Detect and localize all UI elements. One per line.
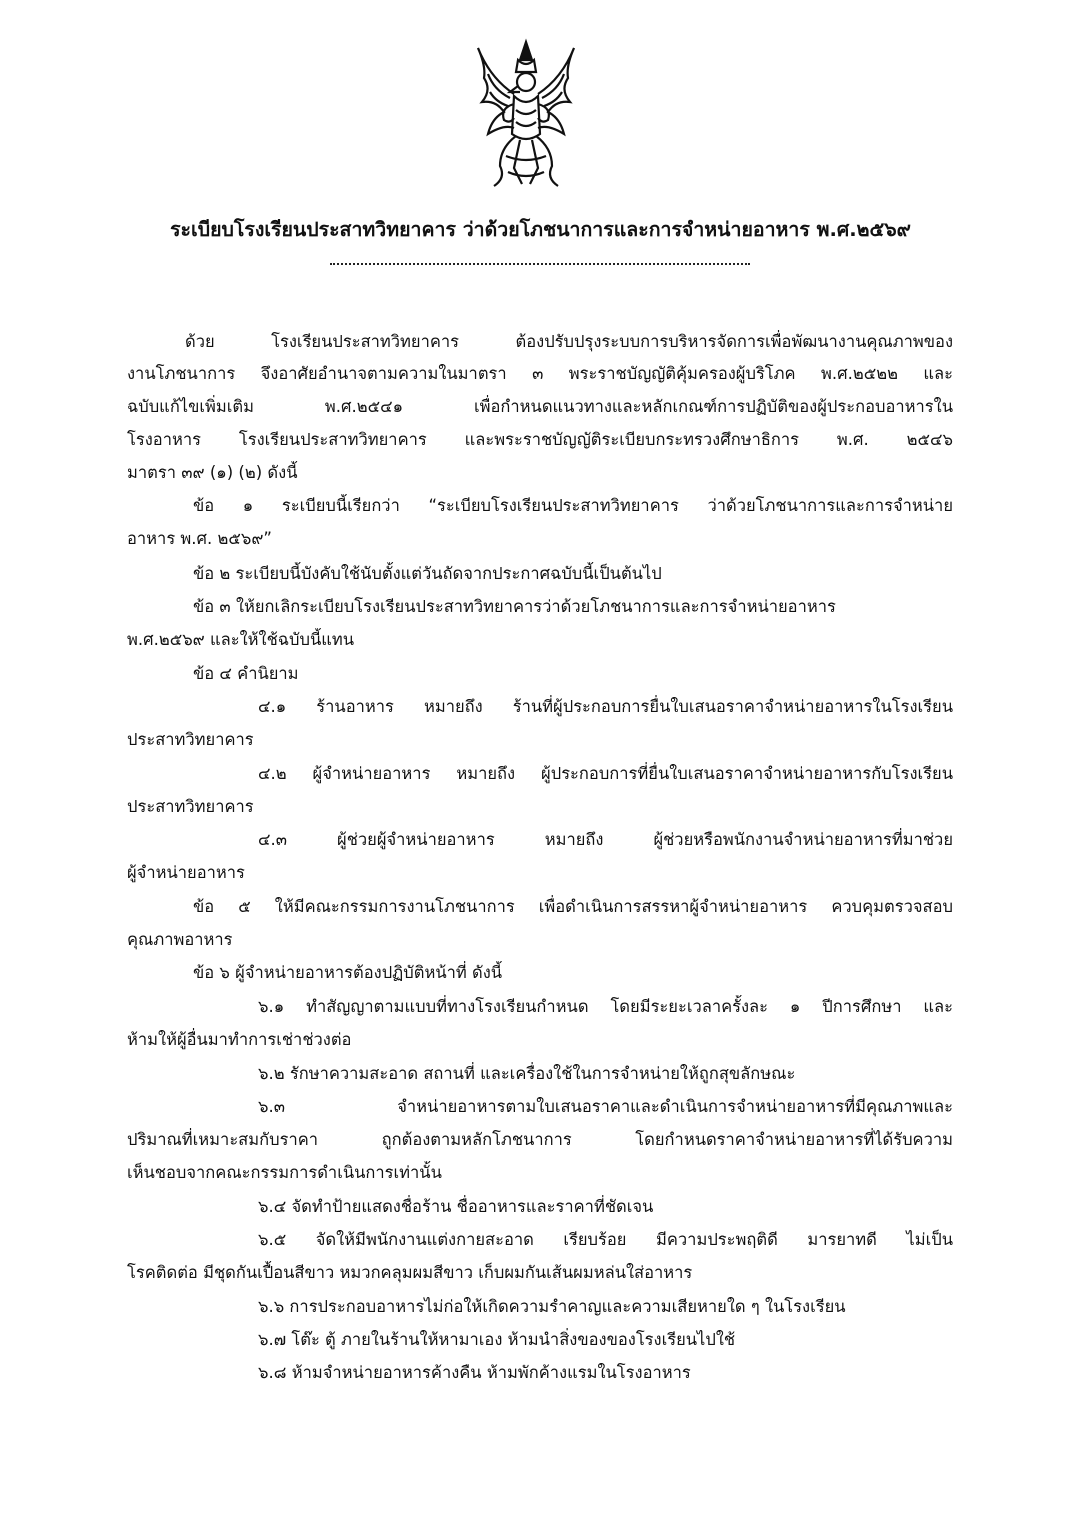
paragraph-line: ด้วย โรงเรียนประสาทวิทยาคาร ต้องปรับปรุงระบบการบริหารจัดการเพื่อพัฒนางานคุณภาพของ <box>185 332 953 351</box>
clause-4-3-line: ผู้จำหน่ายอาหาร <box>127 863 245 882</box>
clause-6-7-line: ๖.๗ โต๊ะ ตู้ ภายในร้านให้หามาเอง ห้ามนำสิ่งของของโรงเรียนไปใช้ <box>258 1330 736 1349</box>
paragraph-line: มาตรา ๓๙ (๑) (๒) ดังนี้ <box>127 463 298 482</box>
clause-6-heading: ข้อ ๖ ผู้จำหน่ายอาหารต้องปฏิบัติหน้าที่ ดังนี้ <box>193 963 503 982</box>
clause-1-line: ข้อ ๑ ระเบียบนี้เรียกว่า “ระเบียบโรงเรียนประสาทวิทยาคาร ว่าด้วยโภชนาการและการจำหน่าย <box>193 496 953 515</box>
clause-6-3-line: ปริมาณที่เหมาะสมกับราคา ถูกต้องตามหลักโภชนาการ โดยกำหนดราคาจำหน่ายอาหารที่ได้รับความ <box>127 1130 953 1149</box>
paragraph-line: งานโภชนาการ จึงอาศัยอำนาจตามความในมาตรา ๓ พระราชบัญญัติคุ้มครองผู้บริโภค พ.ศ.๒๕๒๒ และ <box>127 364 953 383</box>
clause-4-2-line: ประสาทวิทยาคาร <box>127 797 254 816</box>
clause-6-1-line: ๖.๑ ทำสัญญาตามแบบที่ทางโรงเรียนกำหนด โดยมีระยะเวลาครั้งละ ๑ ปีการศึกษา และ <box>258 997 953 1016</box>
clause-4-3-line: ๔.๓ ผู้ช่วยผู้จำหน่ายอาหาร หมายถึง ผู้ช่วยหรือพนักงานจำหน่ายอาหารที่มาช่วย <box>258 830 953 849</box>
clause-6-3-line: ๖.๓ จำหน่ายอาหารตามใบเสนอราคาและดำเนินการจำหน่ายอาหารที่มีคุณภาพและ <box>258 1097 953 1116</box>
clause-2-line: ข้อ ๒ ระเบียบนี้บังคับใช้นับตั้งแต่วันถัดจากประกาศฉบับนี้เป็นต้นไป <box>193 564 662 583</box>
clause-4-1-line: ๔.๑ ร้านอาหาร หมายถึง ร้านที่ผู้ประกอบการยื่นใบเสนอราคาจำหน่ายอาหารในโรงเรียน <box>258 697 953 716</box>
title-separator <box>330 263 750 265</box>
clause-4-2-line: ๔.๒ ผู้จำหน่ายอาหาร หมายถึง ผู้ประกอบการที่ยื่นใบเสนอราคาจำหน่ายอาหารกับโรงเรียน <box>258 764 953 783</box>
clause-6-3-line: เห็นชอบจากคณะกรรมการดำเนินการเท่านั้น <box>127 1163 442 1182</box>
clause-6-1-line: ห้ามให้ผู้อื่นมาทำการเช่าช่วงต่อ <box>127 1030 352 1049</box>
clause-3-line: พ.ศ.๒๕๖๙ และให้ใช้ฉบับนี้แทน <box>127 630 355 649</box>
document-title: ระเบียบโรงเรียนประสาทวิทยาคาร ว่าด้วยโภชนาการและการจำหน่ายอาหาร พ.ศ.๒๕๖๙ <box>170 218 911 241</box>
clause-6-8-line: ๖.๘ ห้ามจำหน่ายอาหารค้างคืน ห้ามพักค้างแรมในโรงอาหาร <box>258 1363 691 1382</box>
paragraph-line: โรงอาหาร โรงเรียนประสาทวิทยาคาร และพระราชบัญญัติระเบียบกระทรวงศึกษาธิการ พ.ศ. ๒๕๔๖ <box>127 430 953 449</box>
clause-1-line: อาหาร พ.ศ. ๒๕๖๙” <box>127 529 272 548</box>
garuda-emblem-icon <box>470 38 582 190</box>
clause-6-2-line: ๖.๒ รักษาความสะอาด สถานที่ และเครื่องใช้ในการจำหน่ายให้ถูกสุขลักษณะ <box>258 1064 796 1083</box>
clause-5-line: ข้อ ๕ ให้มีคณะกรรมการงานโภชนาการ เพื่อดำเนินการสรรหาผู้จำหน่ายอาหาร ควบคุมตรวจสอบ <box>193 897 953 916</box>
clause-3-line: ข้อ ๓ ให้ยกเลิกระเบียบโรงเรียนประสาทวิทยาคารว่าด้วยโภชนาการและการจำหน่ายอาหาร <box>193 597 836 616</box>
clause-4-heading: ข้อ ๔ คำนิยาม <box>193 664 299 683</box>
clause-6-5-line: ๖.๕ จัดให้มีพนักงานแต่งกายสะอาด เรียบร้อย มีความประพฤติดี มารยาทดี ไม่เป็น <box>258 1230 953 1249</box>
clause-6-6-line: ๖.๖ การประกอบอาหารไม่ก่อให้เกิดความรำคาญและความเสียหายใด ๆ ในโรงเรียน <box>258 1297 846 1316</box>
clause-6-5-line: โรคติดต่อ มีชุดกันเปื้อนสีขาว หมวกคลุมผมสีขาว เก็บผมกันเส้นผมหล่นใส่อาหาร <box>127 1263 693 1282</box>
clause-4-1-line: ประสาทวิทยาคาร <box>127 730 254 749</box>
clause-5-line: คุณภาพอาหาร <box>127 930 233 949</box>
paragraph-line: ฉบับแก้ไขเพิ่มเติม พ.ศ.๒๕๔๑ เพื่อกำหนดแนวทางและหลักเกณฑ์การปฏิบัติของผู้ประกอบอาหารใน <box>127 397 953 416</box>
clause-6-4-line: ๖.๔ จัดทำป้ายแสดงชื่อร้าน ชื่ออาหารและราคาที่ชัดเจน <box>258 1197 654 1216</box>
